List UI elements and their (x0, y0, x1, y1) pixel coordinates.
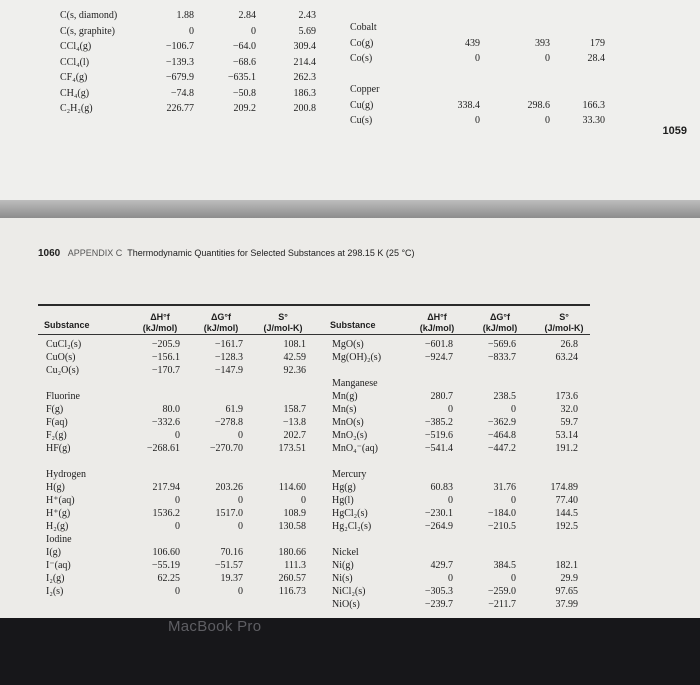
header-dh-left-unit: (kJ/mol) (142, 323, 178, 333)
top-right-cell: 28.4 (587, 53, 605, 64)
table-cell-value: 0 (175, 521, 180, 532)
top-right-cell: 393 (535, 37, 550, 49)
table-cell-value: 61.9 (225, 404, 243, 415)
top-left-cell: 226.77 (166, 103, 194, 114)
top-right-cell: 0 (475, 53, 480, 64)
table-cell-substance: I(g) (46, 547, 61, 558)
table-cell-value (415, 533, 453, 546)
table-cell-value (142, 390, 180, 403)
top-left-cell: 2.43 (298, 10, 316, 21)
top-left-cell: CF₄(g) (60, 72, 88, 83)
table-cell-value (268, 533, 306, 546)
table-cell-value: 384.5 (493, 560, 516, 571)
table-cell-value: 108.9 (283, 508, 306, 519)
header-dh-right-unit: (kJ/mol) (419, 323, 455, 333)
top-rule (38, 304, 590, 306)
table-cell-substance: MgO(s) (332, 339, 364, 350)
header-rule (38, 334, 590, 335)
table-cell-value: −305.3 (424, 586, 453, 597)
table-cell-substance: H₂(g) (46, 521, 69, 532)
right-dh-column (415, 338, 453, 611)
table-cell-value: 37.99 (555, 599, 578, 610)
table-cell-substance: H(g) (46, 482, 65, 493)
top-left-cell: CCl₄(g) (60, 41, 92, 52)
table-cell-value: 63.24 (555, 352, 578, 363)
table-cell-value: 203.26 (215, 482, 243, 493)
table-cell-value: −184.0 (487, 508, 516, 519)
top-left-cell: C₂H₂(g) (60, 103, 93, 114)
table-cell-substance: HgCl₂(s) (332, 508, 368, 519)
top-left-cell: C(s, diamond) (60, 10, 118, 21)
table-cell-substance: Mn(g) (332, 391, 358, 402)
top-left-cell: −679.9 (165, 72, 194, 83)
table-cell-value: 60.83 (430, 482, 453, 493)
table-cell-value (205, 455, 243, 468)
header-substance-left: Substance (44, 320, 90, 330)
table-cell-value: −447.2 (487, 443, 516, 454)
table-cell-substance: H⁺(g) (46, 508, 71, 519)
laptop-bezel (0, 618, 700, 685)
header-s-left-symbol: S° (278, 312, 288, 322)
left-dh-column (142, 338, 180, 598)
top-right-cell: 298.6 (527, 99, 550, 111)
table-cell-substance: F(aq) (46, 417, 68, 428)
table-cell-value: 0 (511, 495, 516, 506)
top-left-cell: 186.3 (293, 87, 316, 99)
top-right-cell (565, 67, 605, 83)
top-right-cell (440, 20, 480, 36)
table-cell-value: −278.8 (214, 417, 243, 428)
table-cell-value (478, 546, 516, 559)
table-cell-value (415, 364, 453, 377)
table-cell-substance (332, 533, 381, 546)
table-cell-value: −161.7 (214, 339, 243, 350)
table-cell-value (205, 533, 243, 546)
table-cell-substance: I₂(s) (46, 586, 64, 597)
table-cell-value: 0 (238, 521, 243, 532)
header-dg-left (196, 312, 246, 334)
top-right-cell: 33.30 (582, 115, 605, 126)
table-cell-value: 1517.0 (215, 508, 243, 519)
table-cell-substance: Ni(g) (332, 560, 354, 571)
table-cell-value: 158.7 (283, 404, 306, 415)
table-cell-value: −51.57 (214, 560, 243, 571)
table-cell-substance: F(g) (46, 404, 64, 415)
top-right-cell (510, 20, 550, 36)
page-header (38, 248, 415, 259)
table-cell-value: −519.6 (424, 430, 453, 441)
table-cell-value: 0 (301, 495, 306, 506)
top-right-cell: Co(s) (350, 53, 373, 64)
table-cell-substance: NiO(s) (332, 599, 360, 610)
table-cell-value: 80.0 (162, 404, 180, 415)
table-cell-value: 106.60 (152, 547, 180, 558)
table-cell-value: −205.9 (151, 339, 180, 350)
header-s-right (533, 312, 595, 334)
table-cell-value (538, 546, 578, 559)
left-s-column (268, 338, 306, 598)
top-right-cell (350, 67, 379, 83)
top-left-cell: −50.8 (232, 87, 256, 99)
table-cell-value (205, 468, 243, 481)
table-cell-value: −230.1 (424, 508, 453, 519)
table-cell-value (268, 455, 306, 468)
table-cell-value: 0 (238, 495, 243, 506)
table-cell-value: 202.7 (283, 430, 306, 441)
table-cell-value: −362.9 (487, 417, 516, 428)
header-s-left-unit: (J/mol-K) (263, 323, 303, 333)
page-number-1060: 1060 (38, 248, 61, 259)
table-cell-value: −239.7 (424, 599, 453, 610)
table-cell-value: −264.9 (424, 521, 453, 532)
top-left-cell: 0 (251, 25, 256, 37)
table-cell-value: 0 (511, 404, 516, 415)
top-left-cell: 0 (189, 25, 194, 37)
table-cell-substance: Fluorine (46, 391, 80, 402)
table-cell-value: 26.8 (560, 339, 578, 350)
table-cell-value (415, 546, 453, 559)
header-substance-right: Substance (330, 320, 376, 330)
table-cell-value: 108.1 (283, 339, 306, 350)
top-right-cell: Cu(s) (350, 115, 373, 126)
right-s-column (538, 338, 578, 611)
top-right-cell: 166.3 (582, 99, 605, 111)
table-cell-value (415, 455, 453, 468)
top-right-cell (440, 67, 480, 83)
header-dg-left-unit: (kJ/mol) (203, 323, 239, 333)
table-cell-value (268, 377, 306, 390)
top-right-cell: Cobalt (350, 22, 377, 33)
left-dg-column (205, 338, 243, 598)
top-left-cell: 209.2 (233, 103, 256, 114)
table-cell-value: −332.6 (151, 417, 180, 428)
table-cell-value: −385.2 (424, 417, 453, 428)
table-cell-value: −210.5 (487, 521, 516, 532)
table-cell-value (478, 468, 516, 481)
top-left-dh-column (160, 8, 194, 117)
table-cell-value: 0 (448, 573, 453, 584)
table-cell-value: 19.37 (220, 573, 243, 584)
top-right-cell: Copper (350, 84, 380, 95)
table-cell-value (205, 390, 243, 403)
table-cell-substance: MnO₂(s) (332, 430, 368, 441)
top-right-cell: Cu(g) (350, 99, 374, 111)
top-right-cell: 179 (590, 37, 605, 49)
top-right-dh-column (440, 20, 480, 129)
table-cell-value: 0 (238, 586, 243, 597)
table-cell-value (478, 377, 516, 390)
table-cell-value: 31.76 (493, 482, 516, 493)
table-cell-substance: F₂(g) (46, 430, 67, 441)
table-cell-value: 0 (175, 430, 180, 441)
table-cell-substance: Nickel (332, 547, 359, 558)
table-cell-value (268, 468, 306, 481)
table-cell-value: 280.7 (430, 391, 453, 402)
table-cell-value: 0 (448, 404, 453, 415)
table-cell-value: 0 (238, 430, 243, 441)
table-cell-substance (46, 377, 86, 390)
table-cell-substance: NiCl₂(s) (332, 586, 366, 597)
top-left-cell: CCl₄(l) (60, 56, 90, 68)
top-left-cell: −635.1 (227, 72, 256, 83)
table-cell-value: 180.66 (278, 547, 306, 558)
table-cell-substance: MnO₄⁻(aq) (332, 443, 378, 454)
page-gap (0, 200, 700, 218)
header-dh-left-symbol: ΔH°f (150, 312, 170, 322)
appendix-label: APPENDIX C (67, 248, 123, 258)
table-cell-substance (46, 455, 86, 468)
top-left-cell: 2.84 (238, 10, 256, 21)
table-cell-value: 32.0 (560, 404, 578, 415)
table-cell-substance: CuO(s) (46, 352, 76, 363)
table-cell-substance: Manganese (332, 378, 378, 389)
top-right-cell: 0 (475, 115, 480, 126)
top-right-s-column (565, 20, 605, 129)
table-cell-substance: Hg₂Cl₂(s) (332, 521, 372, 532)
top-right-cell: Co(g) (350, 37, 374, 49)
table-cell-value (538, 533, 578, 546)
table-cell-value: −833.7 (487, 352, 516, 363)
table-cell-value: 97.65 (555, 586, 578, 597)
table-cell-substance: Hg(g) (332, 482, 356, 493)
table-cell-value (538, 455, 578, 468)
brand-label: MacBook Pro (168, 618, 262, 635)
table-cell-value: −211.7 (488, 599, 516, 610)
right-substance-column (332, 338, 381, 611)
table-cell-substance: Ni(s) (332, 573, 353, 584)
top-right-cell (440, 82, 480, 98)
top-left-s-column (282, 8, 316, 117)
table-cell-substance: Mercury (332, 469, 367, 480)
table-cell-value (142, 377, 180, 390)
table-cell-value: 174.89 (550, 482, 578, 493)
table-cell-value (478, 533, 516, 546)
table-cell-value: 53.14 (555, 430, 578, 441)
table-cell-value: 191.2 (555, 443, 578, 454)
table-cell-value (142, 455, 180, 468)
table-cell-substance: MnO(s) (332, 417, 364, 428)
top-left-cell: 309.4 (293, 41, 316, 52)
top-left-cell: −74.8 (170, 87, 194, 99)
table-cell-substance: Iodine (46, 534, 72, 545)
top-page (0, 0, 700, 200)
table-cell-value (538, 377, 578, 390)
table-cell-substance: I⁻(aq) (46, 560, 71, 571)
header-dg-right (475, 312, 525, 334)
table-cell-value: 173.6 (555, 391, 578, 402)
table-cell-value: −541.4 (424, 443, 453, 454)
top-right-cell (565, 82, 605, 98)
table-cell-value: 144.5 (555, 508, 578, 519)
table-cell-substance (332, 455, 381, 468)
header-dh-right-symbol: ΔH°f (427, 312, 447, 322)
header-dg-right-unit: (kJ/mol) (482, 323, 518, 333)
table-cell-value: −601.8 (424, 339, 453, 350)
table-cell-value: −924.7 (424, 352, 453, 363)
table-cell-substance: HF(g) (46, 443, 71, 454)
header-s-right-unit: (J/mol-K) (544, 323, 584, 333)
table-cell-substance: I₂(g) (46, 573, 65, 584)
table-cell-value: −170.7 (151, 365, 180, 376)
table-cell-value: 0 (175, 495, 180, 506)
top-left-cell: −139.3 (165, 56, 194, 68)
table-cell-value: −55.19 (151, 560, 180, 571)
table-cell-value (478, 455, 516, 468)
table-title: Thermodynamic Quantities for Selected Substances at 298.15 K (25 °C) (127, 248, 415, 258)
page-number-1059: 1059 (662, 125, 687, 137)
table-cell-value: −156.1 (151, 352, 180, 363)
table-cell-value: 92.36 (283, 365, 306, 376)
top-right-substance-column (350, 20, 379, 129)
table-cell-value: 173.51 (278, 443, 306, 454)
table-cell-substance: Cu₂O(s) (46, 365, 79, 376)
header-s-right-symbol: S° (559, 312, 569, 322)
table-cell-value: −147.9 (214, 365, 243, 376)
top-right-cell (565, 20, 605, 36)
table-cell-value (415, 468, 453, 481)
right-dg-column (478, 338, 516, 611)
table-cell-value: 429.7 (430, 560, 453, 571)
table-cell-value: 116.73 (278, 586, 306, 597)
top-right-cell: 338.4 (457, 99, 480, 111)
top-left-cell: 214.4 (293, 56, 316, 68)
table-cell-value: 0 (511, 573, 516, 584)
header-s-left (254, 312, 312, 334)
top-left-cell: 1.88 (176, 10, 194, 21)
table-cell-value: −259.0 (487, 586, 516, 597)
header-dh-right (412, 312, 462, 334)
table-cell-value (538, 468, 578, 481)
table-cell-value (538, 364, 578, 377)
table-cell-value: −270.70 (209, 443, 243, 454)
table-cell-value: 77.40 (555, 495, 578, 506)
table-cell-value (478, 364, 516, 377)
table-cell-value: −569.6 (487, 339, 516, 350)
top-left-cell: −64.0 (232, 41, 256, 52)
table-cell-value: −128.3 (214, 352, 243, 363)
table-cell-value: 70.16 (220, 547, 243, 558)
table-cell-value: 59.7 (560, 417, 578, 428)
table-cell-value: 260.57 (278, 573, 306, 584)
table-cell-value: 0 (448, 495, 453, 506)
table-cell-value: −13.8 (282, 417, 306, 428)
top-left-cell: −106.7 (165, 41, 194, 52)
top-right-dg-column (510, 20, 550, 129)
table-cell-value: −464.8 (487, 430, 516, 441)
top-left-substance-column (60, 8, 117, 117)
table-cell-substance (332, 364, 381, 377)
top-right-cell (510, 82, 550, 98)
table-cell-value (142, 468, 180, 481)
table-cell-value: 182.1 (555, 560, 578, 571)
top-left-cell: −68.6 (232, 56, 256, 68)
table-cell-value (415, 377, 453, 390)
bottom-page (0, 218, 700, 618)
table-cell-value: 114.60 (278, 482, 306, 493)
table-cell-value: 1536.2 (152, 508, 180, 519)
table-cell-substance: Hg(l) (332, 495, 354, 506)
table-cell-value: 217.94 (152, 482, 180, 493)
table-cell-value: 62.25 (157, 573, 180, 584)
table-cell-substance: Mn(s) (332, 404, 357, 415)
table-cell-value: 238.5 (493, 391, 516, 402)
table-cell-value: 42.59 (283, 352, 306, 363)
table-cell-value: −268.61 (146, 443, 180, 454)
table-cell-substance: CuCl₂(s) (46, 339, 82, 350)
table-cell-substance: Hydrogen (46, 469, 86, 480)
header-dg-left-symbol: ΔG°f (210, 312, 232, 322)
table-cell-value: 130.58 (278, 521, 306, 532)
table-cell-value: 0 (175, 586, 180, 597)
table-cell-value: 192.5 (555, 521, 578, 532)
top-right-cell (510, 67, 550, 83)
top-right-cell: 439 (465, 37, 480, 49)
table-cell-value (205, 377, 243, 390)
top-right-cell: 0 (545, 115, 550, 126)
table-cell-value: 111.3 (284, 560, 306, 571)
header-dh-left (135, 312, 185, 334)
top-left-cell: 5.69 (298, 25, 316, 37)
top-left-cell: 200.8 (293, 103, 316, 114)
top-left-cell: CH₄(g) (60, 87, 90, 99)
table-cell-value (142, 533, 180, 546)
table-cell-value: 29.9 (560, 573, 578, 584)
table-cell-substance: Mg(OH)₂(s) (332, 352, 382, 363)
top-left-cell: 262.3 (293, 72, 316, 83)
top-right-cell: 0 (545, 53, 550, 64)
header-dg-right-symbol: ΔG°f (489, 312, 511, 322)
top-left-dg-column (222, 8, 256, 117)
left-substance-column (46, 338, 86, 598)
table-cell-value (268, 390, 306, 403)
table-cell-substance: H⁺(aq) (46, 495, 75, 506)
top-left-cell: C(s, graphite) (60, 25, 115, 37)
